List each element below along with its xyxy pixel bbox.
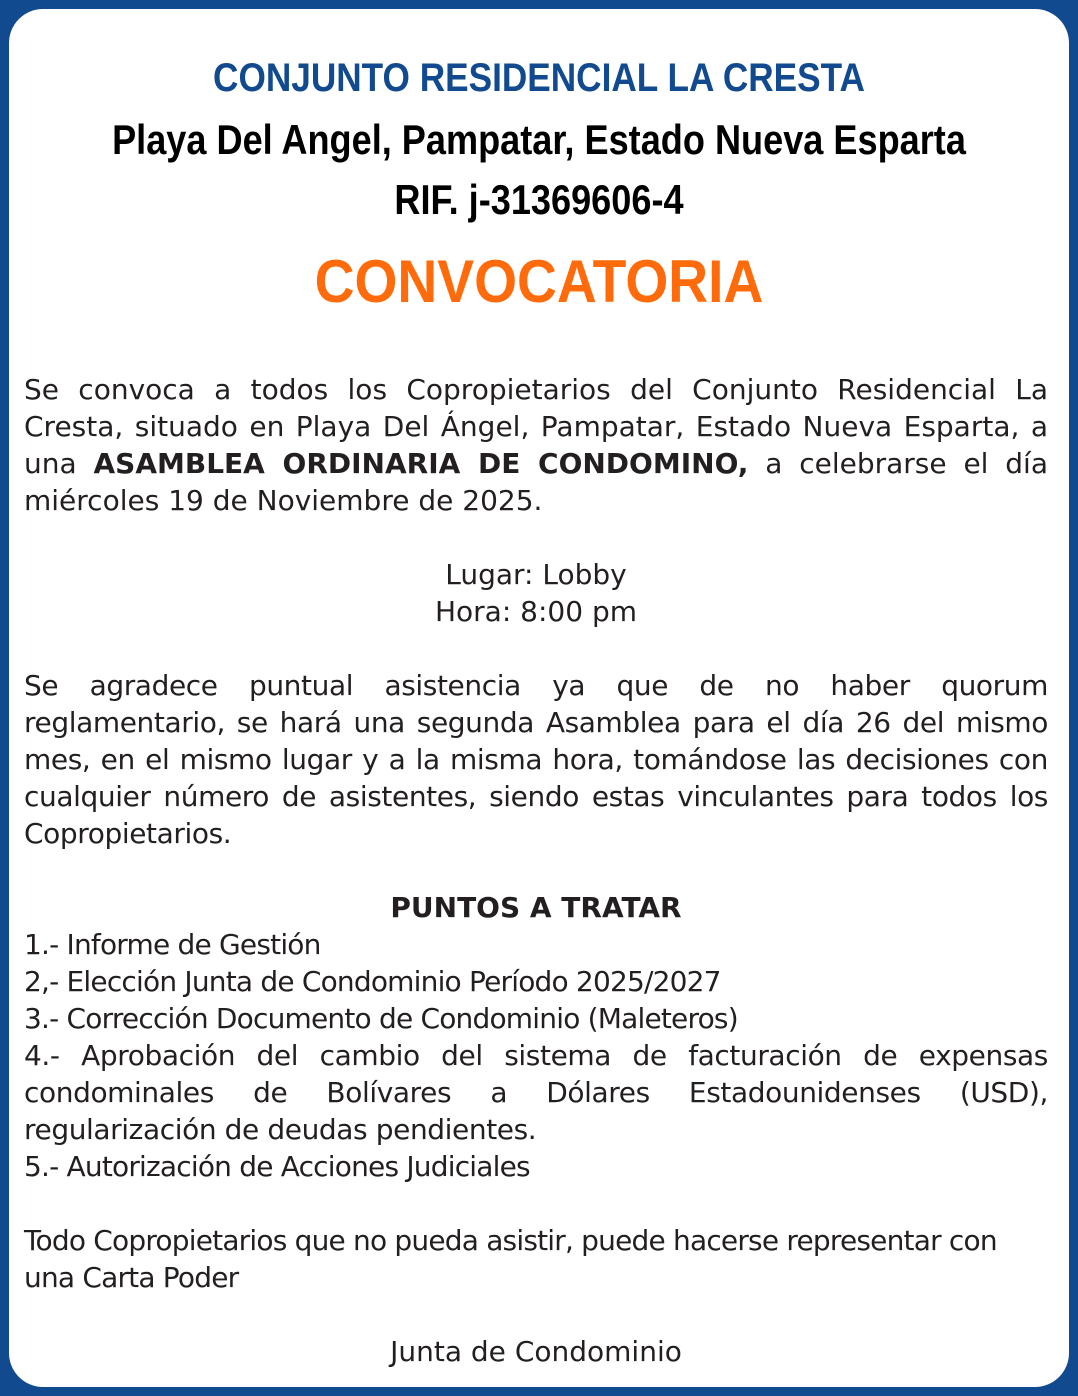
meeting-place: Lugar: Lobby [445,558,627,591]
signature: Junta de Condominio [390,1335,682,1368]
meeting-time: Hora: 8:00 pm [434,595,637,628]
notice-title: CONVOCATORIA [314,248,764,315]
spacer [24,630,1048,667]
agenda-item: 1.- Informe de Gestión [24,928,321,961]
intro-text-after: a celebrarse el día miércoles 19 de Noviembre de 2025. [24,447,1048,517]
notice-body [24,371,1048,1370]
proxy-paragraph: Todo Copropietarios que no pueda asistir, puede hacerse representar con una Carta Poder [24,1224,997,1294]
notice-card [9,9,1069,1387]
agenda-item: 3.- Corrección Documento de Condominio (Maleteros) [24,1002,738,1035]
intro-paragraph [24,371,1048,519]
assembly-type: ASAMBLEA ORDINARIA DE CONDOMINO, [93,447,749,480]
organization-address: Playa Del Angel, Pampatar, Estado Nueva Esparta [112,116,966,163]
spacer [24,519,1048,556]
organization-rif: RIF. j-31369606-4 [394,176,684,223]
agenda-item: 4.- Aprobación del cambio del sistema de facturación de expensas condominales de Bolívares a Dólares Estadounidenses (USD), regularización de deudas pendientes. [24,1039,1048,1146]
intro-text-before: Se convoca a todos los Copropietarios del Conjunto Residencial La Cresta, situado en Playa Del Ángel, Pampatar, Estado Nueva Esparta, a una [24,373,1048,480]
agenda-item: 2,- Elección Junta de Condominio Período 2025/2027 [24,965,721,998]
agenda-heading: PUNTOS A TRATAR [390,891,682,924]
organization-name: CONJUNTO RESIDENCIAL LA CRESTA [213,56,865,100]
spacer [24,1185,1048,1222]
agenda-item: 5.- Autorización de Acciones Judiciales [24,1150,530,1183]
spacer [24,852,1048,889]
attendance-paragraph: Se agradece puntual asistencia ya que de no haber quorum reglamentario, se hará una segunda Asamblea para el día 26 del mismo mes, en el mismo lugar y a la misma hora, tomándose las decisiones con cualquier número de asistentes, siendo estas vinculantes para todos los Copropietarios. [24,669,1048,850]
spacer [24,1296,1048,1333]
